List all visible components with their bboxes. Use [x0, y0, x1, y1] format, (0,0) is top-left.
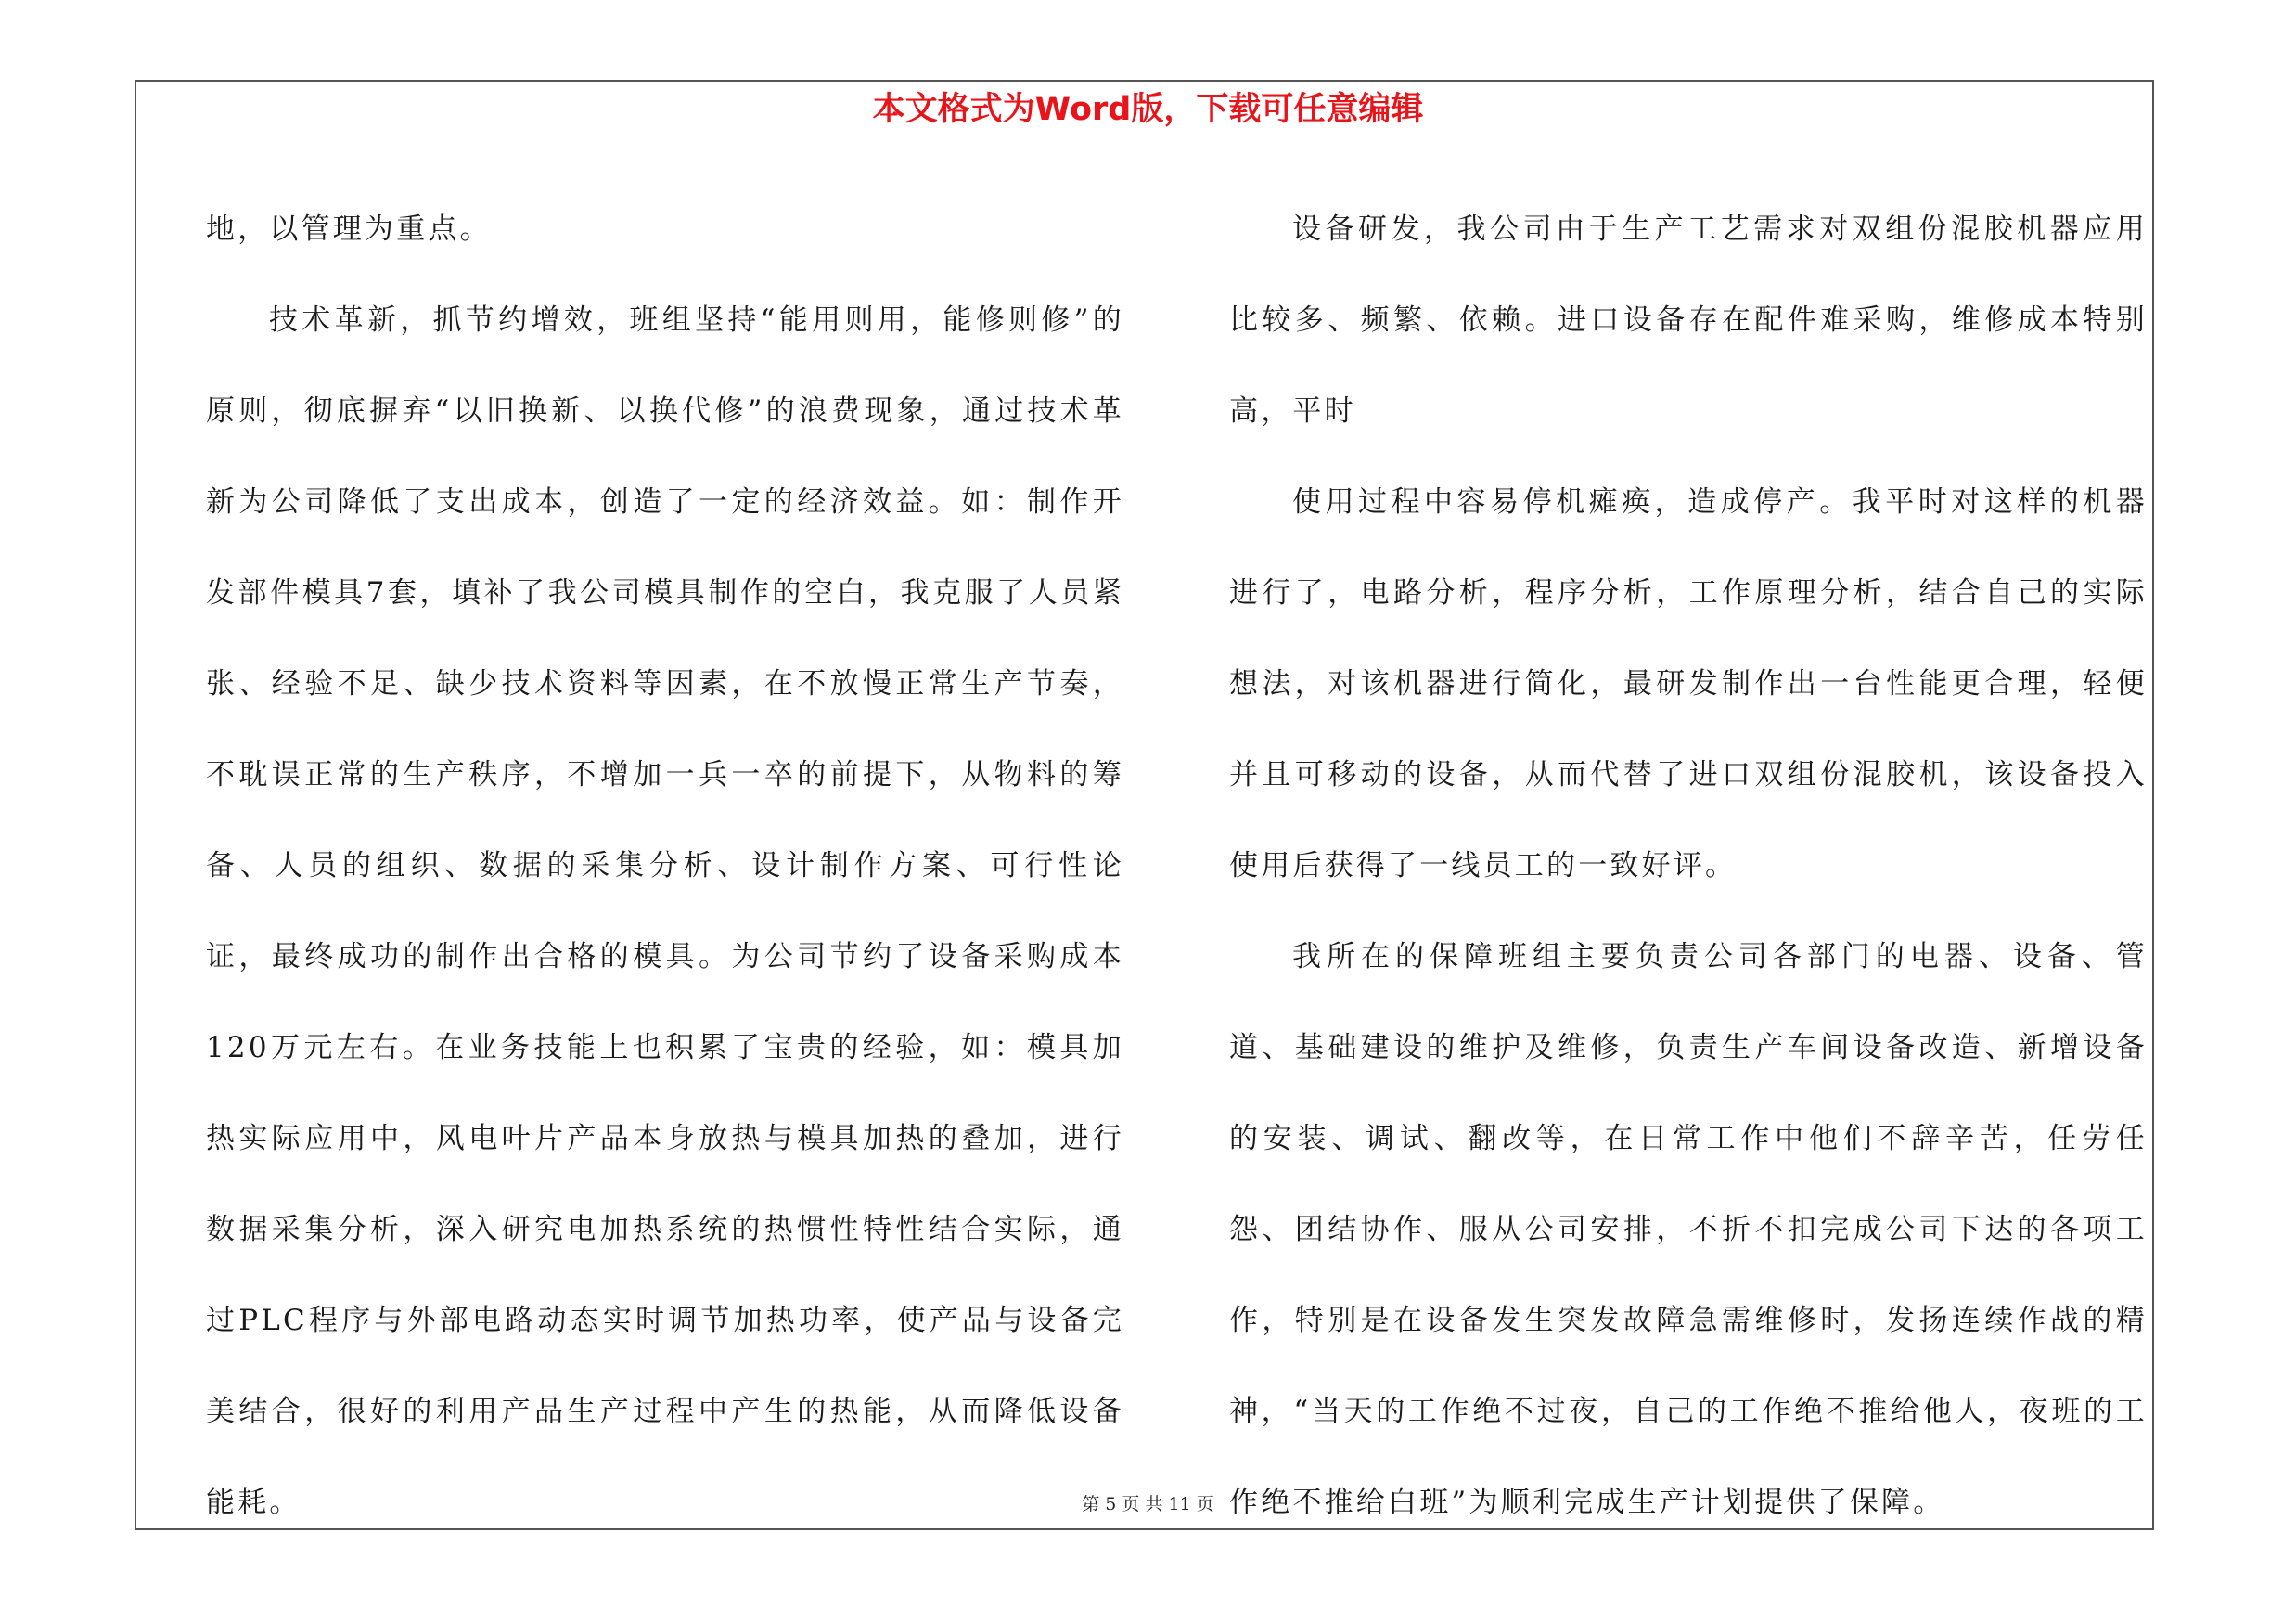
right-text-column [1229, 184, 2148, 1548]
left-text-column [206, 184, 1124, 1548]
paragraph: 技术革新，抓节约增效，班组坚持“能用则用，能修则修”的原则，彻底摒弃“以旧换新、以换代修”的浪费现象，通过技术革新为公司降低了支出成本，创造了一定的经济效益。如：制作开发部件模具7套，填补了我公司模具制作的空白，我克服了人员紧张、经验不足、缺少技术资料等因素，在不放慢正常生产节奏，不耽误正常的生产秩序，不增加一兵一卒的前提下，从物料的筹备、人员的组织、数据的采集分析、设计制作方案、可行性论证，最终成功的制作出合格的模具。为公司节约了设备采购成本120万元左右。在业务技能上也积累了宝贵的经验，如：模具加热实际应用中，风电叶片产品本身放热与模具加热的叠加，进行数据采集分析，深入研究电加热系统的热惯性特性结合实际，通过PLC程序与外部电路动态实时调节加热功率，使产品与设备完美结合，很好的利用产品生产过程中产生的热能，从而降低设备能耗。 [206, 303, 1124, 1519]
paragraph: 地，以管理为重点。 [206, 213, 492, 246]
paragraph: 设备研发，我公司由于生产工艺需求对双组份混胶机器应用比较多、频繁、依赖。进口设备存在配件难采购，维修成本特别高，平时 [1229, 213, 2148, 428]
download-banner: 本文格式为Word版，下载可任意编辑 [872, 91, 1424, 128]
page-number-footer: 第 5 页 共 11 页 [1082, 1494, 1214, 1514]
paragraph: 我所在的保障班组主要负责公司各部门的电器、设备、管道、基础建设的维护及维修，负责生产车间设备改造、新增设备的安装、调试、翻改等，在日常工作中他们不辞辛苦，任劳任怨、团结协作、服从公司安排，不折不扣完成公司下达的各项工作，特别是在设备发生突发故障急需维修时，发扬连续作战的精神，“当天的工作绝不过夜，自己的工作绝不推给他人，夜班的工作绝不推给白班”为顺利完成生产计划提供了保障。 [1229, 940, 2148, 1519]
paragraph: 使用过程中容易停机瘫痪，造成停产。我平时对这样的机器进行了，电路分析，程序分析，工作原理分析，结合自己的实际想法，对该机器进行简化，最研发制作出一台性能更合理，轻便并且可移动的设备，从而代替了进口双组份混胶机，该设备投入使用后获得了一线员工的一致好评。 [1229, 485, 2148, 882]
